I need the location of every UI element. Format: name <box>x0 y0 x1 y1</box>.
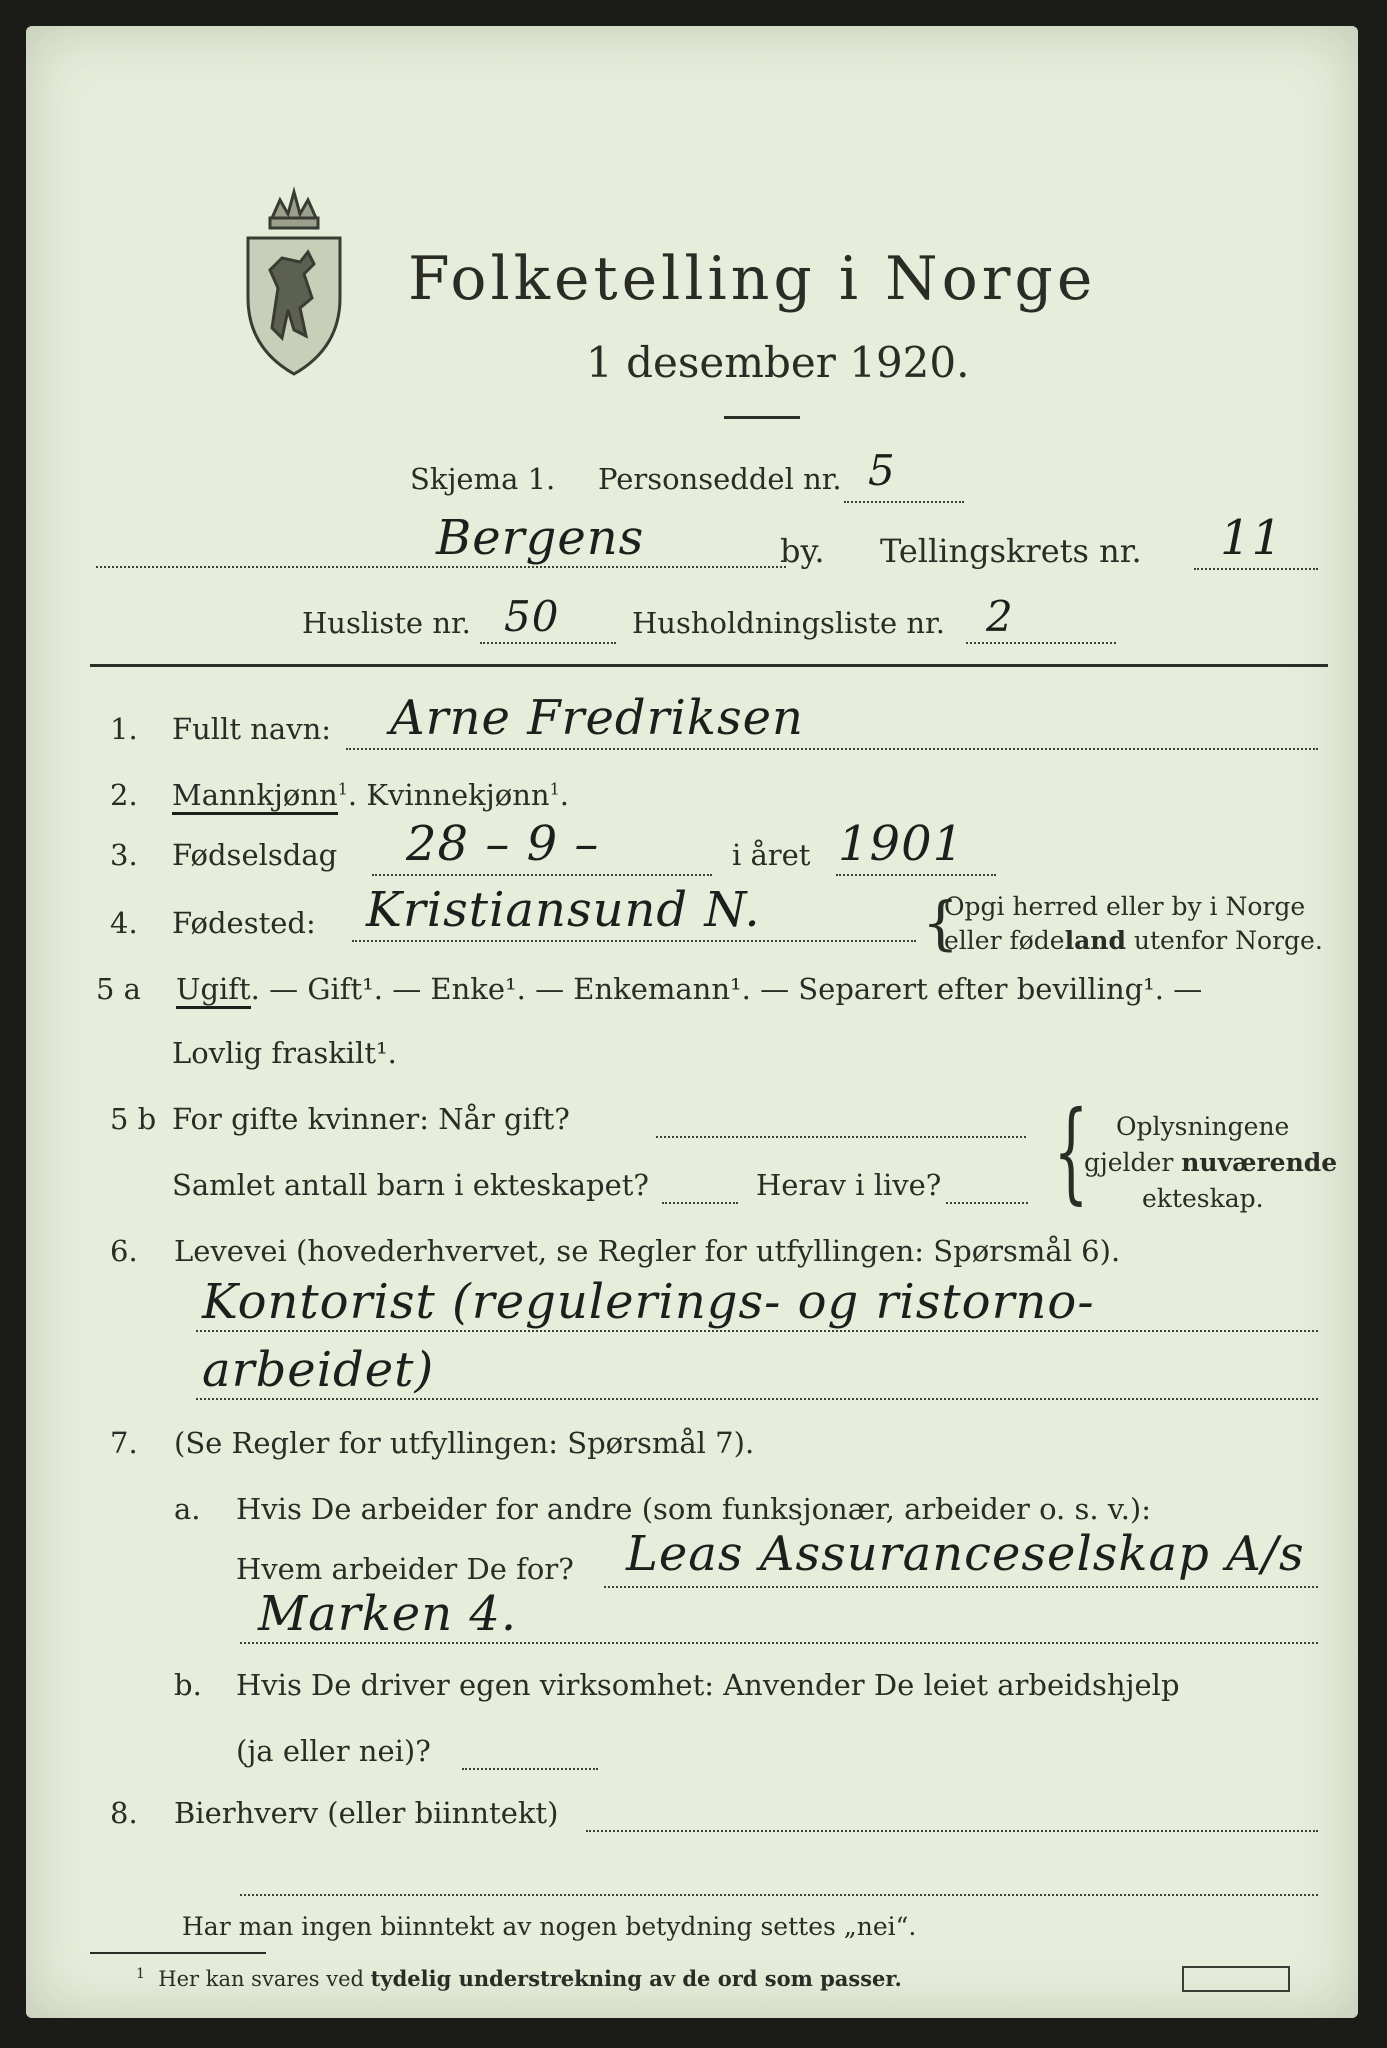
q8-line-1 <box>586 1830 1318 1832</box>
tellingskrets-label: Tellingskrets nr. <box>880 532 1142 570</box>
coat-of-arms-icon <box>242 178 346 378</box>
tellingskrets-line <box>1194 568 1318 570</box>
q4-number: 4. <box>110 906 138 940</box>
q4-line <box>352 940 916 942</box>
q7b-text: Hvis De driver egen virksomhet: Anvender De leiet arbeidshjelp <box>236 1668 1180 1702</box>
q7-number: 7. <box>110 1426 138 1460</box>
q6-number: 6. <box>110 1234 138 1268</box>
q8-number: 8. <box>110 1796 138 1830</box>
q3-value: 28 – 9 – <box>406 816 600 872</box>
footnote-rule <box>90 1952 266 1954</box>
q6-label: Levevei (hovederhvervet, se Regler for utfyllingen: Spørsmål 6). <box>174 1234 1121 1268</box>
q5b-line2b-dots <box>946 1202 1028 1204</box>
by-label: by. <box>780 532 825 570</box>
q8-line-2 <box>240 1894 1318 1896</box>
q5b-line2b: Herav i live? <box>756 1168 942 1202</box>
personseddel-line <box>844 501 964 503</box>
q7b-question: (ja eller nei)? <box>236 1734 431 1768</box>
q7a-line-1 <box>604 1586 1318 1588</box>
q2-kvinne: Kvinnekjønn <box>366 778 550 812</box>
census-form <box>26 26 1358 2018</box>
q7a-line-2 <box>240 1642 1318 1644</box>
title-divider <box>724 416 800 419</box>
q4-note-2: eller fødeland utenfor Norge. <box>944 926 1323 955</box>
q1-label: Fullt navn: <box>172 712 332 746</box>
q2-options: Mannkjønn$^1$. Kvinnekjønn$^1$. <box>172 778 569 812</box>
q3-line <box>372 874 712 876</box>
q3-label: Fødselsdag <box>172 838 338 872</box>
q3-number: 3. <box>110 838 138 872</box>
husholdning-label: Husholdningsliste nr. <box>632 606 945 640</box>
husliste-line <box>480 642 616 644</box>
footer-note: Har man ingen biinntekt av nogen betydning settes „nei“. <box>182 1912 917 1941</box>
q5b-brace: { <box>1053 1087 1089 1215</box>
q4-value: Kristiansund N. <box>366 882 761 938</box>
q7a-question: Hvem arbeider De for? <box>236 1552 574 1586</box>
tellingskrets-value: 11 <box>1220 510 1284 566</box>
q6-value-2: arbeidet) <box>202 1342 435 1398</box>
husliste-value: 50 <box>504 592 560 641</box>
q5a-ugift: Ugift <box>176 972 251 1009</box>
q5a-line2: Lovlig fraskilt¹. <box>172 1036 397 1070</box>
q4-brace: { <box>922 889 959 957</box>
q5a-number: 5 a <box>96 972 141 1006</box>
q6-line-2 <box>196 1398 1318 1400</box>
q2-mann: Mannkjønn <box>172 778 338 815</box>
header-rule <box>90 664 1328 667</box>
husholdning-value: 2 <box>986 592 1014 641</box>
q5b-line2a: Samlet antall barn i ekteskapet? <box>172 1168 649 1202</box>
q7b-letter: b. <box>174 1668 202 1702</box>
q5b-line1-dots <box>656 1136 1026 1138</box>
q1-number: 1. <box>110 712 138 746</box>
q7a-letter: a. <box>174 1492 201 1526</box>
q4-label: Fødested: <box>172 906 316 940</box>
q7a-text: Hvis De arbeider for andre (som funksjonær, arbeider o. s. v.): <box>236 1492 1152 1526</box>
printer-stamp <box>1182 1966 1290 1992</box>
q5b-line1: For gifte kvinner: Når gift? <box>172 1102 570 1136</box>
q2-number: 2. <box>110 778 138 812</box>
q4-note-1: Opgi herred eller by i Norge <box>944 892 1306 921</box>
q1-line <box>346 748 1318 750</box>
q7-label: (Se Regler for utfyllingen: Spørsmål 7). <box>174 1426 755 1460</box>
q7a-value-2: Marken 4. <box>258 1586 518 1642</box>
q6-value-1: Kontorist (regulerings- og ristorno- <box>202 1274 1095 1330</box>
city-value: Bergens <box>436 510 645 566</box>
q1-value: Arne Fredriksen <box>390 690 804 746</box>
q6-line-1 <box>196 1330 1318 1332</box>
footnote: $^1$ Her kan svares ved tydelig understrekning av de ord som passer. <box>136 1966 902 1991</box>
husliste-label: Husliste nr. <box>302 606 471 640</box>
q7b-line <box>462 1768 598 1770</box>
form-title: Folketelling i Norge <box>408 244 1097 314</box>
skjema-label: Skjema 1. <box>410 462 556 496</box>
q3-year-label: i året <box>732 838 811 872</box>
q5b-note-3: ekteskap. <box>1142 1184 1264 1213</box>
q5b-number: 5 b <box>110 1102 157 1136</box>
q5b-note-2: gjelder nuværende <box>1084 1148 1338 1177</box>
q3-year-value: 1901 <box>838 816 965 872</box>
q7a-value-1: Leas Assuranceselskap A/s <box>626 1526 1305 1582</box>
q5b-line2a-dots <box>662 1202 738 1204</box>
q5b-note-1: Oplysningene <box>1116 1112 1290 1141</box>
city-line <box>96 566 786 568</box>
husholdning-line <box>966 642 1116 644</box>
personseddel-value: 5 <box>868 446 896 495</box>
q5a-options: Ugift. — Gift¹. — Enke¹. — Enkemann¹. — Separert efter bevilling¹. — <box>176 972 1202 1006</box>
census-date: 1 desember 1920. <box>586 338 970 387</box>
q8-label: Bierhverv (eller biinntekt) <box>174 1796 559 1830</box>
q3-year-line <box>836 874 996 876</box>
personseddel-label: Personseddel nr. <box>598 462 842 496</box>
